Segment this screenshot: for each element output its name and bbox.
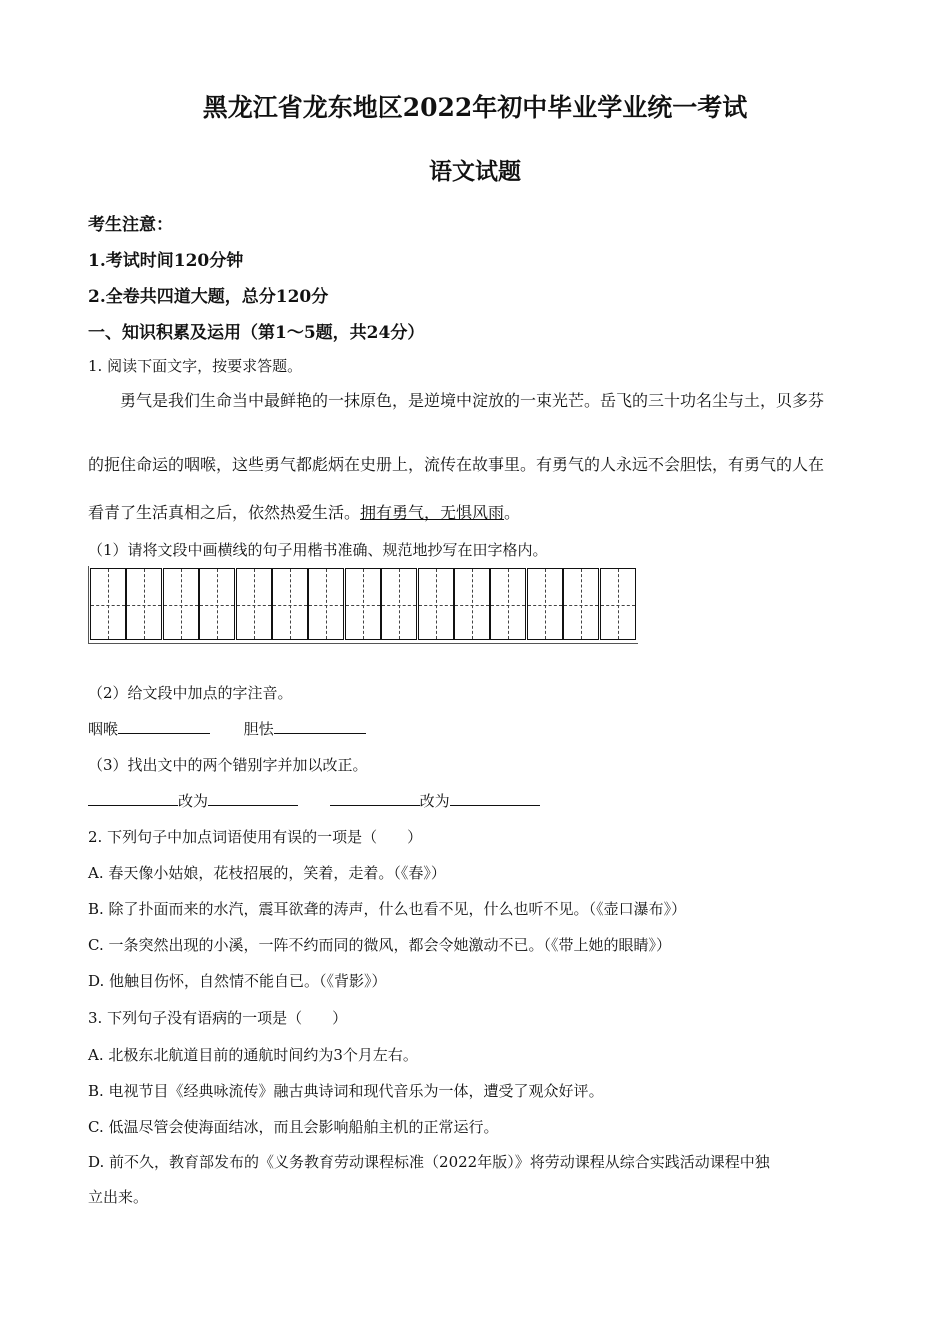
q2-option-a: A. 春天像小姑娘，花枝招展的，笑着，走着。（《春》） [88,864,446,882]
grid-cell-midline-v [181,569,182,639]
correct-label-1: 改为 [178,792,209,810]
q3-option-a: A. 北极东北航道目前的通航时间约为3个月左右。 [88,1046,418,1064]
correction-row [88,790,540,811]
grid-cell-midline-v [436,569,437,639]
grid-cell[interactable] [199,568,235,640]
grid-cell-midline-v [363,569,364,639]
q1-sub1: （1）请将文段中画横线的句子用楷书准确、规范地抄写在田字格内。 [88,541,548,559]
grid-cell[interactable] [381,568,417,640]
q3-option-c: C. 低温尽管会使海面结冰，而且会影响船舶主机的正常运行。 [88,1118,499,1136]
passage-line-3-text: 看青了生活真相之后，依然热爱生活。 [88,503,361,522]
q3-option-b: B. 电视节目《经典咏流传》融古典诗词和现代音乐为一体，遭受了观众好评。 [88,1082,604,1100]
grid-cell[interactable] [490,568,526,640]
grid-cell[interactable] [90,568,126,640]
right-char-blank-1[interactable] [208,790,298,806]
notice-item-2: 2.全卷共四道大题，总分120分 [88,287,329,307]
grid-cell-midline-v [472,569,473,639]
pinyin-word-1: 咽喉 [88,720,119,738]
grid-cell-midline-v [399,569,400,639]
underlined-sentence: 拥有勇气，无惧风雨 [360,503,505,522]
exam-title: 黑龙江省龙东地区2022年初中毕业学业统一考试 [202,93,748,122]
pinyin-row [88,718,366,739]
grid-cell[interactable] [418,568,454,640]
pinyin-blank-1[interactable] [118,718,210,734]
correct-label-2: 改为 [419,792,450,810]
passage-line-3-end: 。 [504,503,521,522]
grid-cell[interactable] [454,568,490,640]
grid-cell-midline-v [581,569,582,639]
q2-option-b: B. 除了扑面而来的水汽，震耳欲聋的涛声，什么也看不见，什么也听不见。（《壶口瀑布》） [88,900,687,918]
grid-cell[interactable] [272,568,308,640]
tianzige-grid[interactable] [90,568,636,642]
exam-subtitle: 语文试题 [429,158,521,185]
q1-stem: 1. 阅读下面文字，按要求答题。 [88,357,303,375]
grid-cell-midline-v [290,569,291,639]
notice-item-1: 1.考试时间120分钟 [88,251,244,271]
q2-option-c: C. 一条突然出现的小溪，一阵不约而同的微风，都会令她激动不已。（《带上她的眼睛》） [88,936,671,954]
q3-option-d-continued: 立出来。 [88,1188,149,1206]
passage-line-2: 的扼住命运的咽喉，这些勇气都彪炳在史册上，流传在故事里。有勇气的人永远不会胆怯，有勇气的人在 [88,455,825,474]
grid-cell[interactable] [563,568,599,640]
grid-cell-midline-v [326,569,327,639]
passage-line-1: 勇气是我们生命当中最鲜艳的一抹原色，是逆境中淀放的一束光芒。岳飞的三十功名尘与土，贝多芬 [120,391,825,410]
grid-cell-midline-v [545,569,546,639]
grid-cell-midline-v [508,569,509,639]
q3-stem: 3. 下列句子没有语病的一项是（ ） [88,1009,348,1027]
grid-cell-midline-v [108,569,109,639]
grid-cell[interactable] [527,568,563,640]
grid-cell[interactable] [163,568,199,640]
q3-option-d: D. 前不久，教育部发布的《义务教育劳动课程标准（2022年版）》将劳动课程从综合实践活动课程中独 [88,1153,770,1171]
grid-cell[interactable] [345,568,381,640]
q1-sub3: （3）找出文中的两个错别字并加以改正。 [88,756,368,774]
grid-cell[interactable] [236,568,272,640]
pinyin-word-2: 胆怯 [243,720,274,738]
grid-cell-midline-v [618,569,619,639]
right-char-blank-2[interactable] [450,790,540,806]
section-heading: 一、知识积累及运用（第1～5题，共24分） [88,323,425,343]
q2-option-d: D. 他触目伤怀，自然情不能自已。（《背影》） [88,972,387,990]
q2-stem: 2. 下列句子中加点词语使用有误的一项是（ ） [88,828,423,846]
grid-cell[interactable] [308,568,344,640]
grid-cell[interactable] [126,568,162,640]
notice-heading: 考生注意： [88,215,173,235]
grid-cell-midline-v [144,569,145,639]
grid-cell-midline-v [254,569,255,639]
pinyin-blank-2[interactable] [274,718,366,734]
passage-line-3 [88,500,520,523]
wrong-char-blank-2[interactable] [330,790,420,806]
q1-sub2: （2）给文段中加点的字注音。 [88,684,293,702]
grid-cell-midline-v [217,569,218,639]
grid-cell[interactable] [600,568,636,640]
wrong-char-blank-1[interactable] [88,790,178,806]
